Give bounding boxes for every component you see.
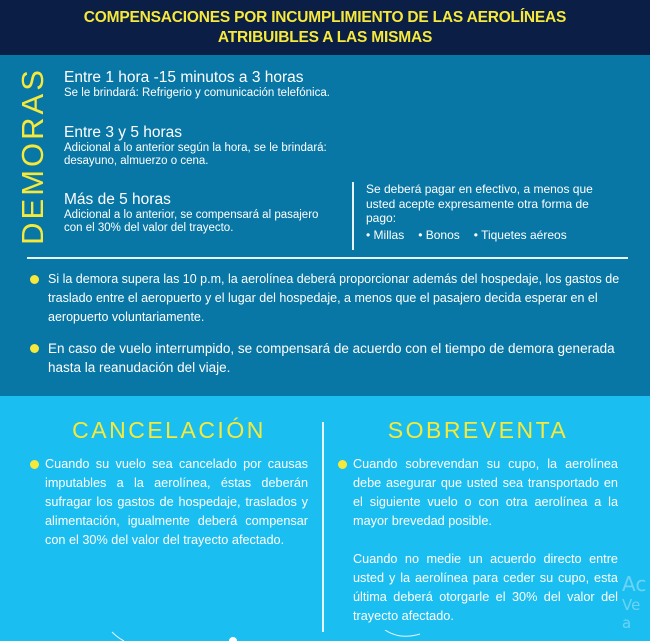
- cancelacion-text: Cuando su vuelo sea cancelado por causas imputables a la aerolínea, éstas deberán sufragar los gastos de hospedaje, traslados y alimentación, igualmente deberá compensar con el 30% del valor del trayecto afectado.: [45, 457, 308, 547]
- delay-tier-1: [64, 69, 330, 100]
- sobreventa-text-1: Cuando sobrevendan su cupo, la aerolínea debe asegurar que usted sea transportado en el siguiente vuelo o con otra aerolínea a la mayor brevedad posible.: [353, 457, 618, 528]
- note-line: En caso de vuelo interrumpido, se compensará de acuerdo con el tiempo de demora generada: [48, 341, 615, 356]
- demoras-note-2: [30, 339, 630, 377]
- delay-tier-desc: con el 30% del valor del trayecto.: [64, 222, 234, 234]
- payment-line: usted acepte expresamente otra forma de: [366, 196, 589, 211]
- swirl-stroke: [385, 630, 420, 636]
- demoras-section: [0, 55, 650, 396]
- note-line: hasta la reanudación del viaje.: [48, 360, 231, 375]
- column-divider: [322, 422, 324, 632]
- page-title-line-1: COMPENSACIONES POR INCUMPLIMIENTO DE LAS AEROLÍNEAS: [83, 9, 567, 26]
- delay-tier-title: Entre 3 y 5 horas: [64, 124, 183, 141]
- sobreventa-text-2: Cuando no medie un acuerdo directo entre usted y la aerolínea para ceder su cupo, esta última deberá otorgarle el 30% del valor del trayecto afectado.: [353, 552, 618, 623]
- bullet-dot-icon: [30, 344, 39, 353]
- watermark-line-1: Ac: [622, 572, 647, 596]
- delay-tier-title: Entre 1 hora -15 minutos a 3 horas: [64, 69, 304, 86]
- bullet-dot-icon: [30, 275, 39, 284]
- note-line: aeropuerto voluntariamente.: [48, 310, 205, 324]
- delay-tier-3: [64, 191, 318, 235]
- delay-tier-2: [64, 124, 327, 168]
- delay-tier-desc: Adicional a lo anterior, se compensará al pasajero: [64, 209, 319, 221]
- demoras-note-1: [30, 270, 630, 327]
- sobreventa-title: SOBREVENTA: [387, 417, 569, 443]
- watermark-line-2: Ve a: [622, 596, 641, 632]
- page-title-line-2: ATRIBUIBLES A LAS MISMAS: [217, 29, 433, 46]
- delay-tier-title: Más de 5 horas: [64, 191, 171, 208]
- note-line: traslado entre el aeropuerto y el lugar del hospedaje, a menos que el pasajero decida esperar en el: [48, 291, 598, 305]
- cancelacion-title: CANCELACIÓN: [72, 417, 266, 443]
- swirl-dot: [229, 637, 237, 641]
- cancelacion-item: [30, 455, 308, 550]
- cancelacion-section: [30, 396, 308, 550]
- note-line: Si la demora supera las 10 p.m, la aerolínea deberá proporcionar además del hospedaje, los gastos de: [48, 272, 620, 286]
- demoras-title-text: DEMORAS: [15, 67, 50, 245]
- header-banner: [0, 0, 650, 55]
- section-divider: [27, 257, 628, 259]
- delay-tier-desc: Adicional a lo anterior según la hora, se le brindará:: [64, 142, 327, 154]
- bullet-dot-icon: [338, 460, 347, 469]
- payment-info: [352, 182, 616, 250]
- payment-line: pago:: [366, 211, 397, 225]
- sobreventa-item: [338, 455, 618, 626]
- swirl-stroke: [112, 632, 124, 641]
- delay-tier-desc: desayuno, almuerzo o cena.: [64, 155, 209, 167]
- payment-option-millas: • Millas: [366, 227, 405, 242]
- payment-option-bonos: • Bonos: [418, 227, 460, 242]
- payment-options: [366, 228, 616, 243]
- sobreventa-section: [338, 396, 618, 626]
- decorative-swirl: [0, 630, 650, 641]
- bullet-dot-icon: [30, 460, 39, 469]
- payment-line: Se deberá pagar en efectivo, a menos que: [366, 182, 593, 196]
- payment-option-tiquetes: • Tiquetes aéreos: [473, 227, 567, 242]
- delay-tier-desc: Se le brindará: Refrigerio y comunicación telefónica.: [64, 87, 330, 99]
- demoras-title: [15, 67, 50, 245]
